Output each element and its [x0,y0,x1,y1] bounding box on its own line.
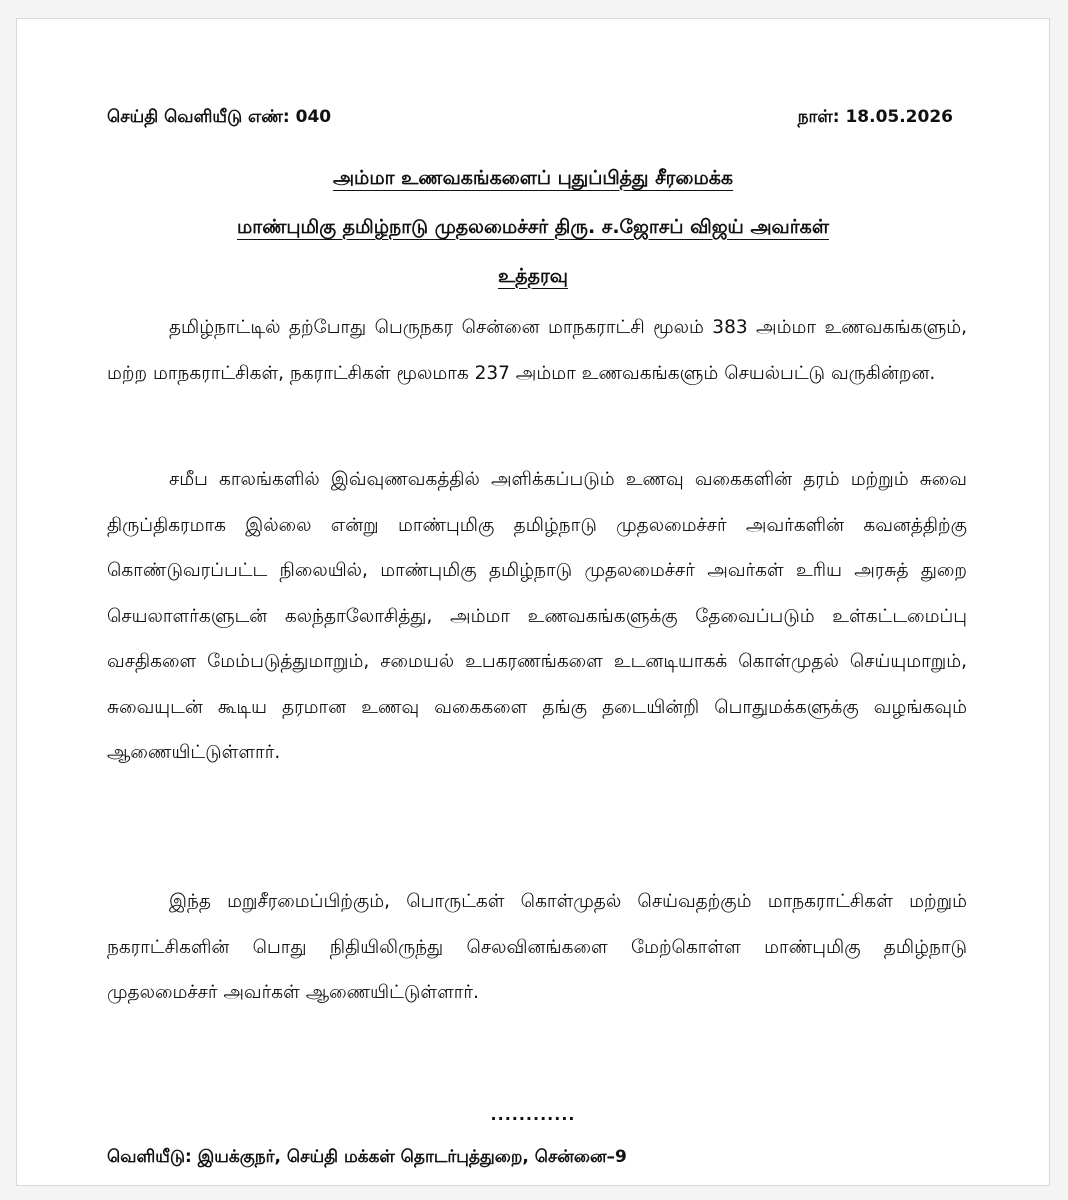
body-paragraph-1: தமிழ்நாட்டில் தற்போது பெருநகர சென்னை மாநகராட்சி மூலம் 383 அம்மா உணவகங்களும், மற்ற மாநகராட்சிகள், நகராட்சிகள் மூலமாக 237 அம்மா உணவகங்களும் செயல்பட்டு வருகின்றன. [107,317,967,384]
press-release-date: நாள்: 18.05.2026 [797,107,953,127]
issuer-footer: வெளியீடு: இயக்குநர், செய்தி மக்கள் தொடர்புத்துறை, சென்னை–9 [107,1147,627,1167]
body-paragraph-2: சமீப காலங்களில் இவ்வுணவகத்தில் அளிக்கப்படும் உணவு வகைகளின் தரம் மற்றும் சுவை திருப்திகரமாக இல்லை என்று மாண்புமிகு தமிழ்நாடு முதலமைச்சர் அவர்களின் கவனத்திற்கு கொண்டுவரப்பட்ட நிலையில், மாண்புமிகு தமிழ்நாடு முதலமைச்சர் அவர்கள் உரிய அரசுத் துறை செயலாளர்களுடன் கலந்தாலோசித்து, அம்மா உணவகங்களுக்கு தேவைப்படும் உள்கட்டமைப்பு வசதிகளை மேம்படுத்துமாறும், சமையல் உபகரணங்களை உடனடியாகக் கொள்முதல் செய்யுமாறும், சுவையுடன் கூடிய தரமான உணவு வகைகளை தங்கு தடையின்றி பொதுமக்களுக்கு வழங்கவும் ஆணையிட்டுள்ளார். [107,469,967,763]
press-release-number: செய்தி வெளியீடு எண்: 040 [107,107,332,127]
title-line-3: உத்தரவு [498,265,568,287]
document-page [16,18,1050,1186]
header-row [107,107,953,129]
body-paragraph-3: இந்த மறுசீரமைப்பிற்கும், பொருட்கள் கொள்முதல் செய்வதற்கும் மாநகராட்சிகள் மற்றும் நகராட்சிகளின் பொது நிதியிலிருந்து செலவினங்களை மேற்கொள்ள மாண்புமிகு தமிழ்நாடு முதலமைச்சர் அவர்கள் ஆணையிட்டுள்ளார். [107,891,967,1003]
document-title [17,154,1049,301]
title-line-2: மாண்புமிகு தமிழ்நாடு முதலமைச்சர் திரு. ச.ஜோசப் விஜய் அவர்கள் [237,216,829,238]
title-line-1: அம்மா உணவகங்களைப் புதுப்பித்து சீரமைக்க [332,167,734,189]
separator-dots: ............ [490,1105,576,1124]
